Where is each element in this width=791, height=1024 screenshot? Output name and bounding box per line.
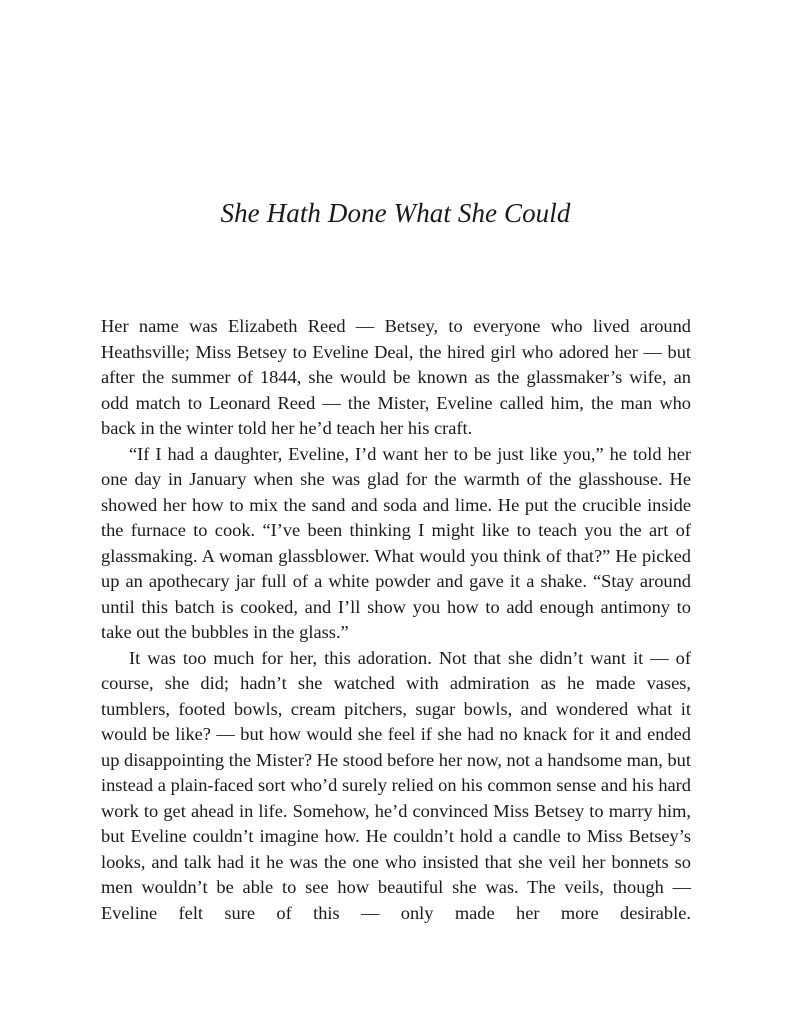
paragraph-1: Her name was Elizabeth Reed — Betsey, to everyone who lived around Heathsville; Miss Betsey to Eveline Deal, the hired girl who adored her — but after the summer of 1844, she would be known as the glassmaker’s wife, an odd match to Leonard Reed — the Mister, Eveline called him, the man who back in the winter told her he’d teach her his craft.: [101, 316, 691, 438]
paragraph-3: It was too much for her, this adoration. Not that she didn’t want it — of course, she did; hadn’t she watched with admiration as he made vases, tumblers, footed bowls, cream pitchers, sugar bowls, and wondered what it would be like? — but how would she feel if she had no knack for it and ended up disappointing the Mister? He stood before her now, not a handsome man, but instead a plain-faced sort who’d surely relied on his common sense and his hard work to get ahead in life. Somehow, he’d convinced Miss Betsey to marry him, but Eveline couldn’t imagine how. He couldn’t hold a candle to Miss Betsey’s looks, and talk had it he was the one who insisted that she veil her bonnets so men wouldn’t be able to see how beautiful she was. The veils, though — Eveline felt sure of this — only made her more desirable.: [101, 647, 691, 923]
chapter-title: She Hath Done What She Could: [220, 198, 571, 228]
paragraph-2: “If I had a daughter, Eveline, I’d want her to be just like you,” he told her one day in January when she was glad for the warmth of the glasshouse. He showed her how to mix the sand and soda and lime. He put the crucible inside the furnace to cook. “I’ve been thinking I might like to teach you the art of glassmaking. A woman glassblower. What would you think of that?” He picked up an apothecary jar full of a white powder and gave it a shake. “Stay around until this batch is cooked, and I’ll show you how to add enough antimony to take out the bubbles in the glass.”: [101, 443, 691, 642]
chapter-body: [101, 314, 691, 926]
